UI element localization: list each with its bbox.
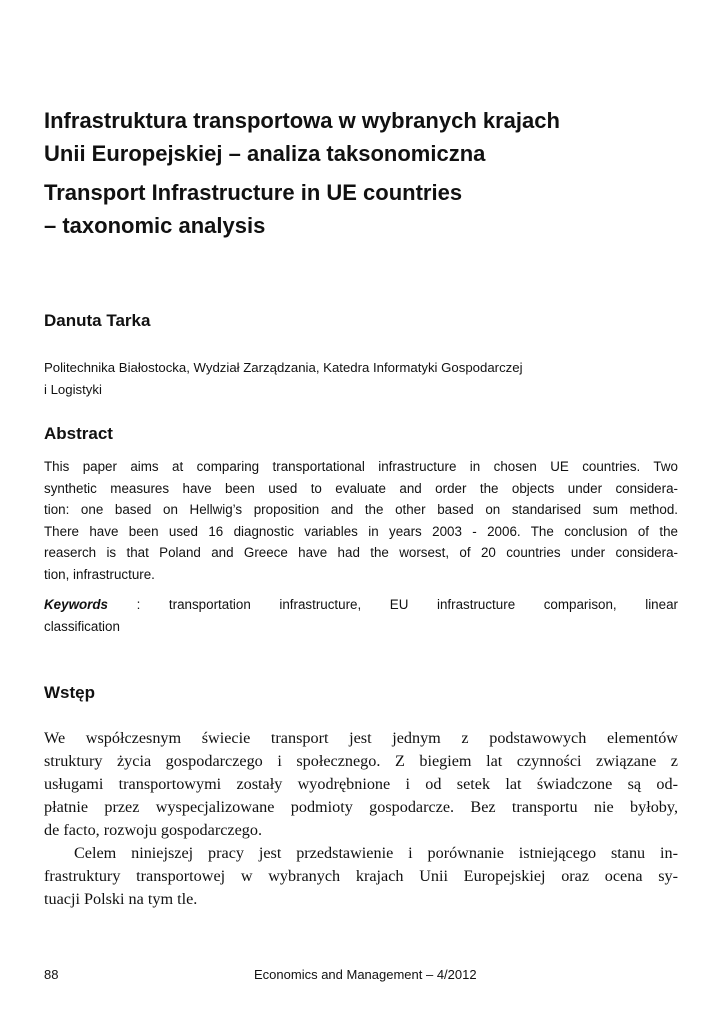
abstract-heading: Abstract xyxy=(44,424,113,443)
intro-text xyxy=(44,727,678,911)
abstract-line: tion: one based on Hellwig’s proposition and the other based on standarised sum method. xyxy=(44,502,678,517)
abstract-line: There have been used 16 diagnostic variables in years 2003 - 2006. The conclusion of the xyxy=(44,523,678,539)
author-name: Danuta Tarka xyxy=(44,311,151,330)
intro-line: usługami transportowymi zostały wyodrębnione i od setek lat świadczone są od- xyxy=(44,775,678,793)
affiliation xyxy=(44,357,684,401)
keywords-label: Keywords xyxy=(44,597,108,612)
journal-name: Economics and Management – 4/2012 xyxy=(254,967,477,982)
intro-heading: Wstęp xyxy=(44,683,95,702)
title-polish-line: Unii Europejskiej – analiza taksonomiczna xyxy=(44,141,486,166)
intro-line: We współczesnym świecie transport jest jednym z podstawowych elementów xyxy=(44,729,678,747)
keywords-separator: : xyxy=(108,597,141,612)
intro-line: frastruktury transportowej w wybranych krajach Unii Europejskiej oraz ocena sy- xyxy=(44,867,678,885)
affiliation-line: Politechnika Białostocka, Wydział Zarządzania, Katedra Informatyki Gospodarczej xyxy=(44,360,523,375)
abstract-line: synthetic measures have been used to evaluate and order the objects under considera- xyxy=(44,480,678,496)
keywords-line: classification xyxy=(44,618,120,634)
title-polish-line: Infrastruktura transportowa w wybranych krajach xyxy=(44,108,560,133)
affiliation-line: i Logistyki xyxy=(44,382,102,397)
intro-line: tuacji Polski na tym tle. xyxy=(44,890,198,908)
abstract-line: reaserch is that Poland and Greece have had the worsest, of 20 countries under considera- xyxy=(44,545,678,560)
keywords-line xyxy=(44,594,678,616)
keywords-list: transportation infrastructure, EU infrastructure comparison, linear xyxy=(168,597,678,612)
abstract-text xyxy=(44,456,678,585)
page-number: 88 xyxy=(44,967,59,982)
title-polish xyxy=(44,104,684,170)
abstract-line: tion, infrastructure. xyxy=(44,566,155,582)
page-footer xyxy=(44,964,678,986)
intro-line: Celem niniejszej pracy jest przedstawienie i porównanie istniejącego stanu in- xyxy=(74,844,678,862)
intro-line: struktury życia gospodarczego i społecznego. Z biegiem lat czynności związane z xyxy=(44,752,678,770)
keywords xyxy=(44,594,678,637)
intro-line: płatnie przez wyspecjalizowane podmioty gospodarcze. Bez transportu nie byłoby, xyxy=(44,798,678,816)
title-english-line: – taxonomic analysis xyxy=(44,213,266,238)
intro-line: de facto, rozwoju gospodarczego. xyxy=(44,821,262,839)
title-english xyxy=(44,176,684,242)
abstract-line: This paper aims at comparing transportational infrastructure in chosen UE countries. Two xyxy=(44,459,678,474)
title-english-line: Transport Infrastructure in UE countries xyxy=(44,180,463,205)
